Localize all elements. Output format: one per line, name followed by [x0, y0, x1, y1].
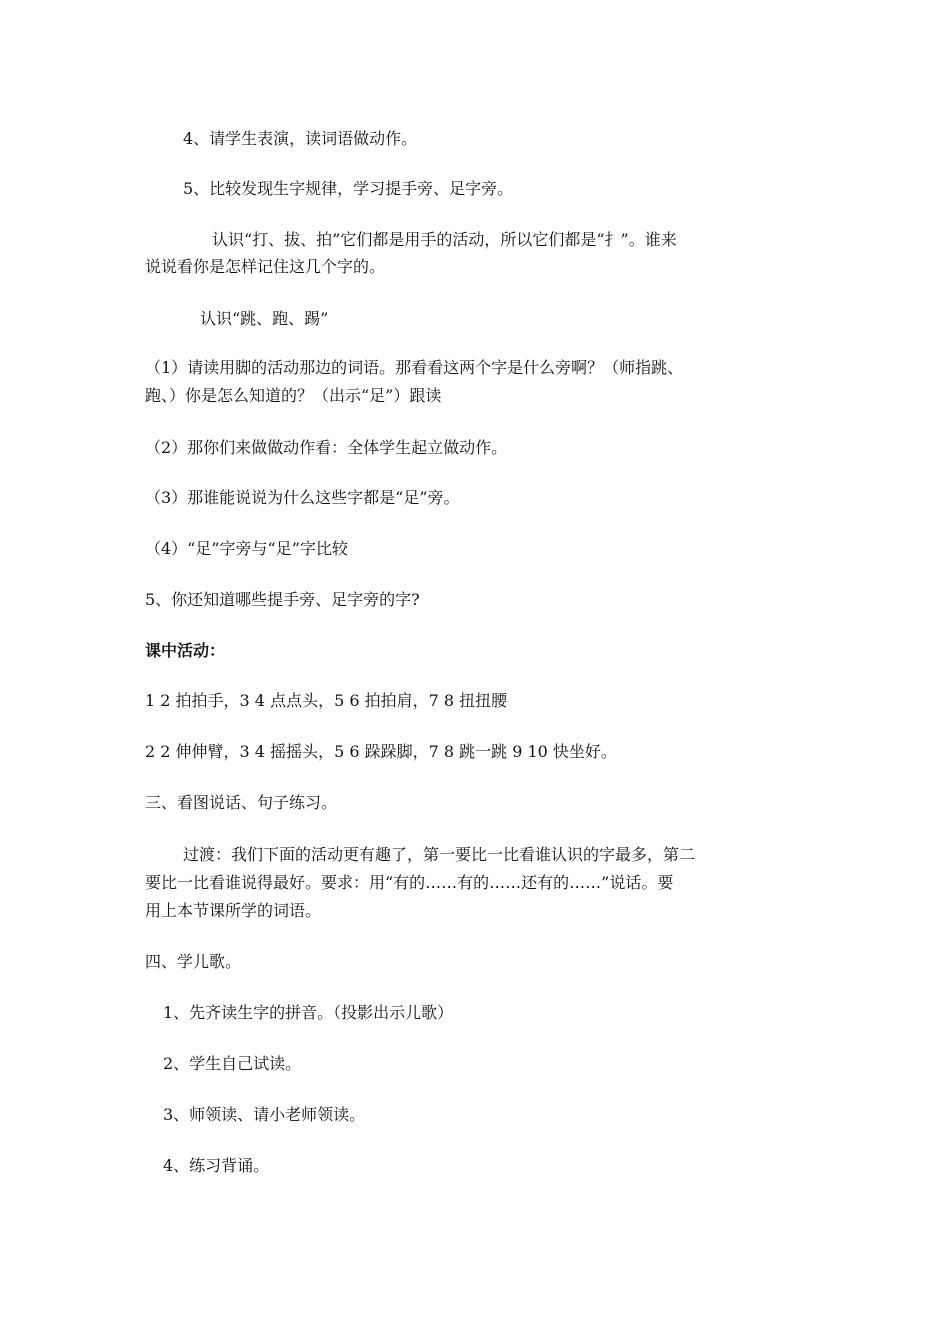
hand-radical-paragraph-line-1: 认识“打、拔、拍”它们都是用手的活动，所以它们都是“扌”。谁来 — [212, 230, 677, 249]
activity-line-1: 1 2 拍拍手，3 4 点点头，5 6 拍拍肩，7 8 扭扭腰 — [145, 691, 508, 710]
transition-paragraph-line-2: 要比一比看谁说得最好。要求：用“有的……有的……还有的……”说话。要 — [145, 873, 674, 892]
foot-radical-heading: 认识“跳、跑、踢” — [200, 309, 329, 328]
item-2: （2）那你们来做做动作看：全体学生起立做动作。 — [145, 438, 508, 457]
song-step-1: 1、先齐读生字的拼音。（投影出示儿歌） — [163, 1003, 454, 1022]
item-1-line-1: （1）请读用脚的活动那边的词语。那看看这两个字是什么旁啊？（师指跳、 — [145, 358, 684, 377]
section-three-heading: 三、看图说话、句子练习。 — [145, 793, 338, 812]
song-step-3: 3、师领读、请小老师领读。 — [163, 1105, 366, 1124]
song-step-4: 4、练习背诵。 — [163, 1156, 270, 1175]
section-four-heading: 四、学儿歌。 — [145, 952, 242, 971]
item-3: （3）那谁能说说为什么这些字都是“足”旁。 — [145, 488, 460, 507]
transition-paragraph-line-1: 过渡：我们下面的活动更有趣了，第一要比一比看谁认识的字最多，第二 — [183, 845, 696, 864]
item-1-line-2: 跑、）你是怎么知道的？（出示“足”）跟读 — [145, 386, 442, 405]
hand-radical-paragraph-line-2: 说说看你是怎样记住这几个字的。 — [145, 257, 386, 276]
item-4: （4）“足”字旁与“足”字比较 — [145, 539, 348, 558]
song-step-2: 2、学生自己试读。 — [163, 1054, 302, 1073]
transition-paragraph-line-3: 用上本节课所学的词语。 — [145, 901, 322, 920]
step-5-question: 5、你还知道哪些提手旁、足字旁的字? — [145, 590, 420, 609]
step-4-perform: 4、请学生表演，读词语做动作。 — [183, 129, 418, 148]
section-heading-activity: 课中活动： — [145, 641, 226, 660]
step-5-compare: 5、比较发现生字规律，学习提手旁、足字旁。 — [183, 179, 514, 198]
activity-line-2: 2 2 伸伸臂，3 4 摇摇头，5 6 跺跺脚，7 8 跳一跳 9 10 快坐好。 — [145, 742, 617, 761]
